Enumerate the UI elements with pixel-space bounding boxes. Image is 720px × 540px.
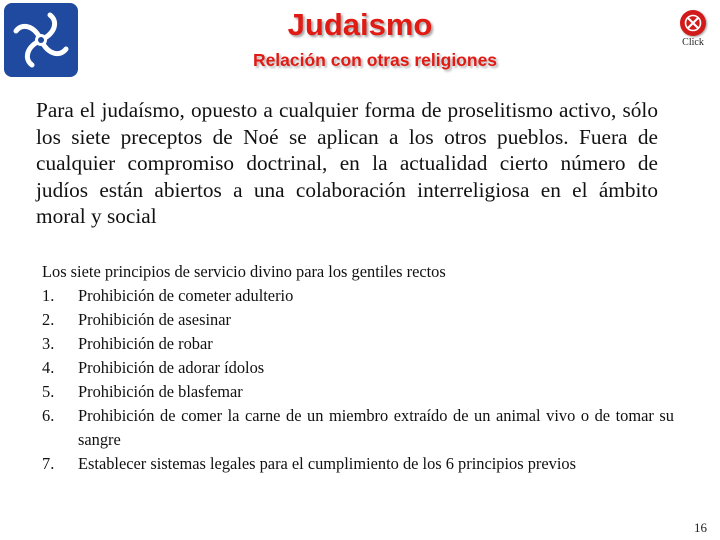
list-item: 5. Prohibición de blasfemar (42, 382, 243, 401)
principles-heading: Los siete principios de servicio divino para los gentiles rectos (42, 262, 446, 281)
principles-list (42, 284, 674, 476)
list-item: 1. Prohibición de cometer adulterio (42, 286, 294, 305)
page-subtitle: Relación con otras religiones (252, 50, 498, 70)
click-icon (680, 10, 706, 36)
intro-text: Para el judaísmo, opuesto a cualquier forma de proselitismo activo, sólo los siete preceptos de Noé se aplican a los otros pueblos. Fuera de cualquier compromiso doctrinal, en la actualidad cierto número de judíos están abiertos a una colaboración interreligiosa en el ámbito moral y social (36, 98, 658, 228)
list-item: 2. Prohibición de asesinar (42, 310, 231, 329)
intro-paragraph (36, 97, 658, 230)
page-title: Judaismo (287, 7, 433, 42)
principles-section (42, 260, 674, 476)
list-item: 3. Prohibición de robar (42, 334, 213, 353)
list-item: 6. Prohibición de comer la carne de un miembro extraído de un animal vivo o de tomar su sangre (42, 406, 674, 449)
click-label: Click (682, 37, 704, 48)
click-button[interactable] (676, 10, 710, 48)
list-item: 7. Establecer sistemas legales para el cumplimiento de los 6 principios previos (42, 454, 576, 473)
page-number: 16 (694, 520, 707, 535)
list-item: 4. Prohibición de adorar ídolos (42, 358, 265, 377)
